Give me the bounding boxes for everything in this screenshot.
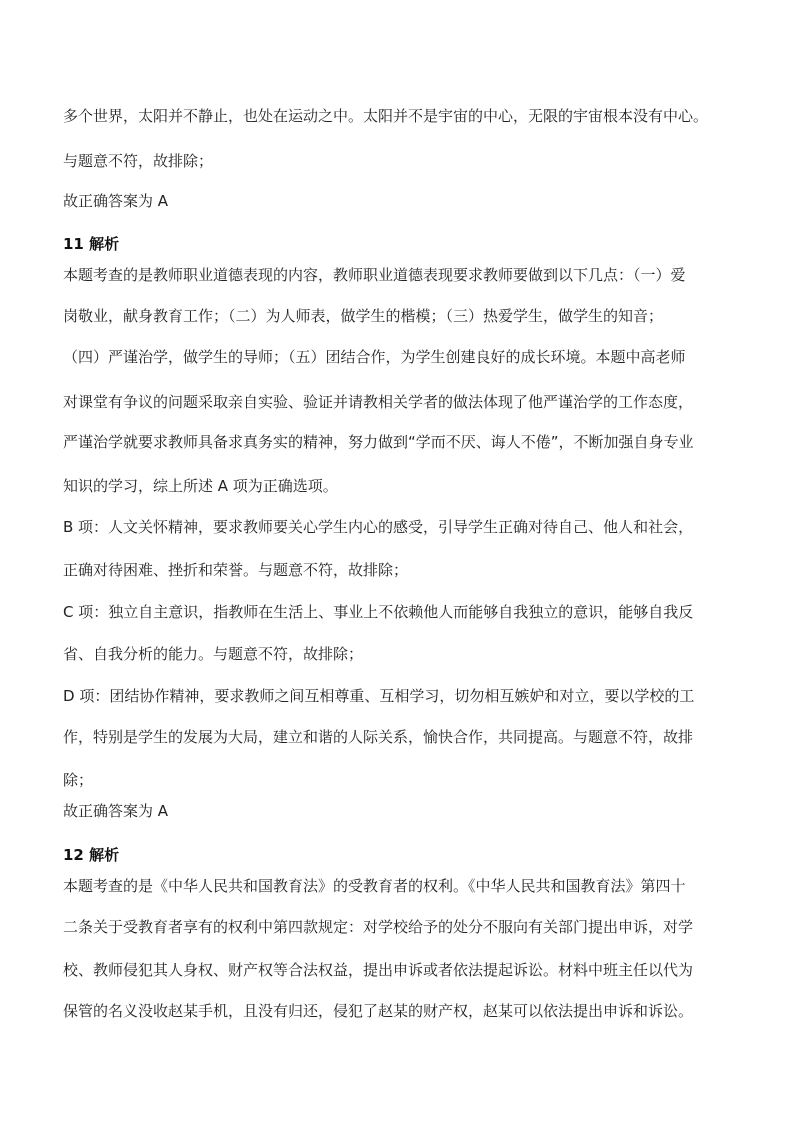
text-line: 对课堂有争议的问题采取亲自实验、验证并请教相关学者的做法体现了他严谨治学的工作态度， (63, 393, 694, 411)
text-line: C 项：独立自主意识，指教师在生活上、事业上不依赖他人而能够自我独立的意识，能够自我反 (63, 603, 694, 621)
text-line: 除； (63, 771, 94, 789)
section-heading-11: 11 解析 (63, 235, 120, 253)
text-line: 岗敬业，献身教育工作；（二）为人师表，做学生的楷模；（三）热爱学生，做学生的知音； (63, 307, 664, 325)
text-line: 本题考查的是《中华人民共和国教育法》的受教育者的权利。《中华人民共和国教育法》第四十 (63, 877, 686, 895)
text-line: 与题意不符，故排除； (63, 152, 214, 170)
text-line: D 项：团结协作精神，要求教师之间互相尊重、互相学习，切勿相互嫉妒和对立，要以学校的工 (63, 687, 695, 705)
text-line: 校、教师侵犯其人身权、财产权等合法权益，提出申诉或者依法提起诉讼。材料中班主任以代为 (63, 961, 694, 979)
answer-line: 故正确答案为 A (63, 802, 169, 820)
text-line: B 项：人文关怀精神，要求教师要关心学生内心的感受，引导学生正确对待自己、他人和社会， (63, 518, 694, 536)
text-line: 严谨治学就要求教师具备求真务实的精神，努力做到“学而不厌、诲人不倦”，不断加强自身专业 (63, 433, 694, 451)
text-line: 省、自我分析的能力。与题意不符，故排除； (63, 645, 364, 663)
text-line: 保管的名义没收赵某手机，且没有归还，侵犯了赵某的财产权，赵某可以依法提出申诉和诉讼。 (63, 1002, 694, 1020)
text-line: 作，特别是学生的发展为大局，建立和谐的人际关系，愉快合作，共同提高。与题意不符，故排 (63, 728, 694, 746)
text-line: 本题考查的是教师职业道德表现的内容，教师职业道德表现要求教师要做到以下几点：（一）爱 (63, 266, 686, 284)
text-line: 正确对待困难、挫折和荣誉。与题意不符，故排除； (63, 561, 409, 579)
section-heading-12: 12 解析 (63, 846, 120, 864)
text-line: 知识的学习，综上所述 A 项为正确选项。 (63, 477, 338, 495)
text-line: 二条关于受教育者享有的权利中第四款规定：对学校给予的处分不服向有关部门提出申诉，对学 (63, 918, 694, 936)
text-line: 多个世界，太阳并不静止，也处在运动之中。太阳并不是宇宙的中心，无限的宇宙根本没有中心。 (63, 107, 709, 125)
text-line: （四）严谨治学，做学生的导师；（五）团结合作，为学生创建良好的成长环境。本题中高老师 (63, 348, 686, 366)
text-line: 故正确答案为 A (63, 192, 169, 210)
